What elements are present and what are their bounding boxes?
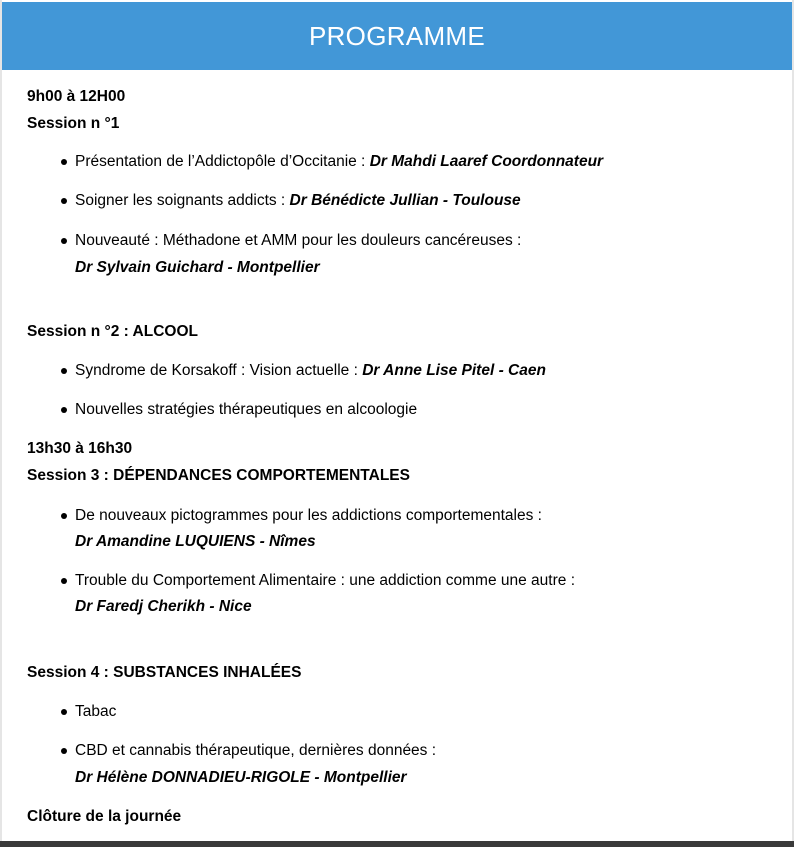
session-1-item-2 [75, 192, 521, 210]
item-speaker: Dr Bénédicte Jullian - Toulouse [289, 192, 521, 209]
session-2-item-2 [75, 401, 417, 419]
item-text: Nouvelles stratégies thérapeutiques en alcoologie [75, 401, 418, 418]
bullet-icon [61, 238, 67, 244]
session-1-item-1 [75, 153, 603, 171]
item-text: Soigner les soignants addicts : [75, 192, 290, 209]
item-text: Syndrome de Korsakoff : Vision actuelle : [75, 362, 363, 379]
bottom-bar [0, 841, 794, 847]
bullet-icon [61, 368, 67, 374]
item-text: CBD et cannabis thérapeutique, dernières données : [75, 742, 437, 759]
item-text: Nouveauté : Méthadone et AMM pour les douleurs cancéreuses : [75, 232, 522, 249]
bullet-icon [61, 198, 67, 204]
bullet-icon [61, 578, 67, 584]
item-text: Présentation de l’Addictopôle d’Occitanie : [75, 153, 370, 170]
bullet-icon [61, 748, 67, 754]
session-3-item-2-speaker: Dr Faredj Cherikh - Nice [75, 598, 252, 615]
session-4-item-2 [75, 742, 436, 760]
item-text: Tabac [75, 703, 117, 720]
afternoon-time: 13h30 à 16h30 [27, 440, 133, 457]
bullet-icon [61, 407, 67, 413]
morning-time: 9h00 à 12H00 [27, 88, 126, 105]
bullet-icon [61, 513, 67, 519]
session-3-item-1 [75, 507, 542, 525]
session-3-title: Session 3 : DÉPENDANCES COMPORTEMENTALES [27, 467, 410, 484]
item-text: Trouble du Comportement Alimentaire : une addiction comme une autre : [75, 572, 575, 589]
session-4-item-1 [75, 703, 116, 721]
programme-title: PROGRAMME [308, 21, 486, 51]
bullet-icon [61, 159, 67, 165]
item-speaker: Dr Anne Lise Pitel - Caen [362, 362, 546, 379]
bullet-icon [61, 709, 67, 715]
session-1-title: Session n °1 [27, 115, 120, 132]
session-3-item-1-speaker: Dr Amandine LUQUIENS - Nîmes [75, 533, 316, 550]
closing-text: Clôture de la journée [27, 808, 182, 825]
session-3-item-2 [75, 572, 575, 590]
session-4-item-2-speaker: Dr Hélène DONNADIEU-RIGOLE - Montpellier [75, 769, 407, 786]
session-4-title: Session 4 : SUBSTANCES INHALÉES [27, 664, 302, 681]
item-speaker: Dr Mahdi Laaref Coordonnateur [369, 153, 604, 170]
session-1-item-3-speaker: Dr Sylvain Guichard - Montpellier [75, 259, 320, 276]
session-2-item-1 [75, 362, 546, 380]
session-2-title: Session n °2 : ALCOOL [27, 323, 198, 340]
session-1-item-3 [75, 232, 521, 250]
item-text: De nouveaux pictogrammes pour les addictions comportementales : [75, 507, 542, 524]
